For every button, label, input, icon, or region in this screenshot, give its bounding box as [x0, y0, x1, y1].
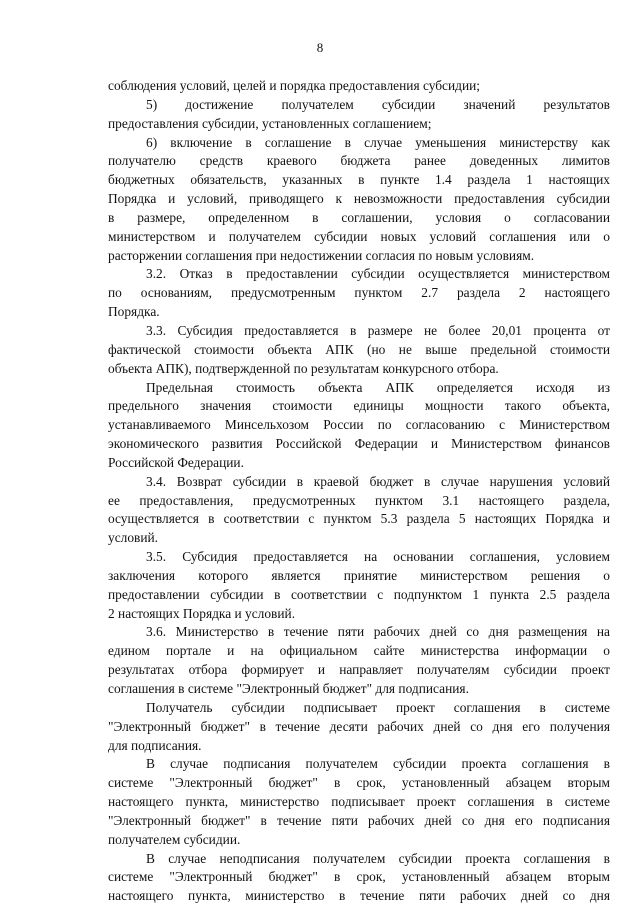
text-line: расторжении соглашения при недостижении согласия по новым условиям.	[108, 247, 535, 263]
text-line: настоящего пункта, министерство в течение пяти рабочих дней со дня	[108, 888, 610, 904]
text-line: 3.4. Возврат субсидии в краевой бюджет в случае нарушения условий	[146, 473, 610, 489]
paragraph	[108, 850, 610, 906]
text-line: для подписания.	[108, 737, 202, 753]
text-line: 3.5. Субсидия предоставляется на основании соглашения, условием	[146, 549, 610, 565]
text-line: Порядка.	[108, 304, 160, 320]
text-line: предельного значения стоимости единицы мощности такого объекта,	[108, 398, 610, 414]
paragraph	[108, 473, 610, 548]
text-line: "Электронный бюджет" в течение пяти рабочих дней со дня его подписания	[108, 812, 610, 828]
text-line: соблюдения условий, целей и порядка предоставления субсидии;	[108, 78, 481, 93]
text-line: 2 настоящих Порядка и условий.	[108, 605, 296, 621]
text-line: 6) включение в соглашение в случае уменьшения министерству как	[146, 134, 610, 150]
text-line: предоставлении субсидии в соответствии с подпунктом 1 пункта 2.5 раздела	[108, 586, 610, 602]
text-line: устанавливаемого Минсельхозом России по согласованию с Министерством	[108, 417, 610, 433]
document-body	[108, 77, 610, 906]
paragraph	[108, 623, 610, 698]
text-line: получателем субсидии.	[108, 831, 241, 847]
text-line: объекта АПК), подтвержденной по результатам конкурсного отбора.	[108, 360, 499, 376]
text-line: Предельная стоимость объекта АПК определяется исходя из	[146, 379, 610, 395]
text-line: ее предоставления, предусмотренных пунктом 3.1 настоящего раздела,	[108, 492, 610, 508]
text-line: соглашения в системе "Электронный бюджет" для подписания.	[108, 681, 469, 696]
text-line: получателю средств краевого бюджета ранее доведенных лимитов	[108, 153, 610, 169]
text-line: 5) достижение получателем субсидии значений результатов	[146, 96, 610, 112]
paragraph	[108, 322, 610, 379]
text-line: 3.3. Субсидия предоставляется в размере не более 20,01 процента от	[146, 322, 610, 338]
paragraph	[108, 699, 610, 756]
paragraph	[108, 77, 610, 96]
text-line: В случае неподписания получателем субсидии проекта соглашения в	[146, 850, 610, 866]
text-line: заключения которого является принятие министерством решения о	[108, 567, 610, 583]
text-line: предоставления субсидии, установленных соглашением;	[108, 115, 432, 131]
paragraph	[108, 134, 610, 266]
text-line: Порядка и условий, приводящего к невозможности предоставления субсидии	[108, 191, 610, 207]
text-line: Получатель субсидии подписывает проект соглашения в системе	[146, 699, 610, 715]
paragraph	[108, 379, 610, 473]
text-line: В случае подписания получателем субсидии проекта соглашения в	[146, 756, 610, 772]
text-line: фактической стоимости объекта АПК (но не выше предельной стоимости	[108, 341, 610, 357]
paragraph	[108, 96, 610, 134]
paragraph	[108, 755, 610, 849]
text-line: едином портале и на официальном сайте министерства информации о	[108, 643, 610, 659]
text-line: осуществляется в соответствии с пунктом 5.3 раздела 5 настоящих Порядка и	[108, 511, 610, 527]
text-line: системе "Электронный бюджет" в срок, установленный абзацем вторым	[108, 775, 610, 791]
text-line: министерством и получателем субсидии новых условий соглашения или о	[108, 228, 610, 244]
text-line: условий.	[108, 530, 159, 546]
text-line: "Электронный бюджет" в течение десяти рабочих дней со дня его получения	[108, 718, 610, 734]
paragraph	[108, 548, 610, 623]
text-line: по основаниям, предусмотренным пунктом 2.7 раздела 2 настоящего	[108, 285, 610, 301]
page-number: 8	[316, 40, 324, 55]
text-line: в размере, определенном в соглашении, условия о согласовании	[108, 209, 610, 225]
text-line: экономического развития Российской Федерации и Министерством финансов	[108, 436, 610, 452]
text-line: системе "Электронный бюджет" в срок, установленный абзацем вторым	[108, 869, 610, 885]
text-line: результатах отбора формирует и направляет получателям субсидии проект	[108, 662, 610, 678]
text-line: 3.2. Отказ в предоставлении субсидии осуществляется министерством	[146, 266, 610, 282]
text-line: Российской Федерации.	[108, 454, 244, 470]
text-line: настоящего пункта, министерство подписывает проект соглашения в системе	[108, 794, 610, 810]
text-line: бюджетных обязательств, указанных в пункте 1.4 раздела 1 настоящих	[108, 172, 610, 188]
text-line: 3.6. Министерство в течение пяти рабочих дней со дня размещения на	[146, 624, 610, 640]
paragraph	[108, 265, 610, 322]
